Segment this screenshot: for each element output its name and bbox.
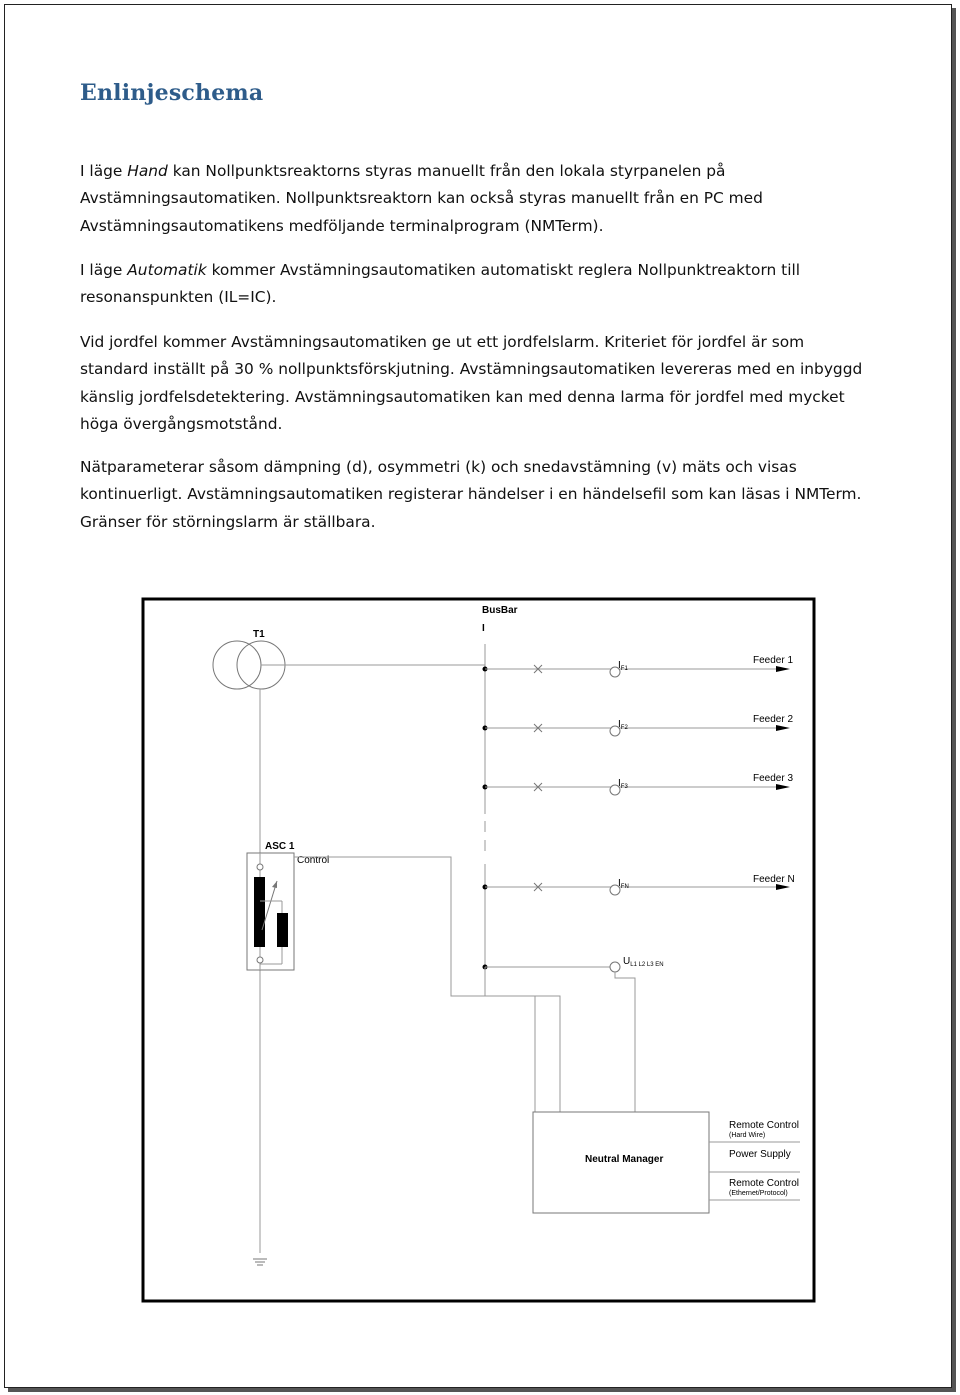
control-wiring bbox=[294, 857, 635, 1112]
diagram-border bbox=[143, 599, 814, 1301]
ground-icon bbox=[253, 1259, 267, 1265]
voltage-measurement-label: $U_{L1 L2 L3 EN}$ bbox=[623, 956, 664, 968]
feeder-2-current: $I_{F2}$ bbox=[618, 719, 628, 731]
feeder-1 bbox=[483, 655, 794, 677]
voltage-sensor-icon bbox=[610, 962, 620, 972]
busbar-label: BusBar bbox=[482, 605, 518, 616]
feeder-2-label: Feeder 2 bbox=[753, 714, 794, 725]
output-remote-control-hardwire: Remote Control bbox=[729, 1120, 800, 1131]
feeder-1-current: $I_{F1}$ bbox=[618, 660, 628, 672]
output-hardwire-sub: (Hard Wire) bbox=[729, 1132, 766, 1139]
feeder-n-current: $I_{FN}$ bbox=[618, 878, 629, 890]
feeder-n-label: Feeder N bbox=[753, 874, 795, 885]
reactor-coil-icon bbox=[254, 877, 265, 947]
arrow-right-icon bbox=[776, 725, 790, 731]
neutral-manager-label: Neutral Manager bbox=[585, 1154, 664, 1165]
feeder-n bbox=[483, 874, 795, 895]
page-title: Enlinjeschema bbox=[80, 80, 264, 106]
control-label: Control bbox=[297, 855, 330, 866]
arrow-right-icon bbox=[776, 666, 790, 672]
feeder-3-label: Feeder 3 bbox=[753, 773, 794, 784]
feeder-1-label: Feeder 1 bbox=[753, 655, 794, 666]
paragraph-earth-fault: Vid jordfel kommer Avstämningsautomatiken ge ut ett jordfelslarm. Kriteriet för jordfel är som standard inställt på 30 % nollpunktsförskjutning. Avstämningsautomatiken levereras med en inbyggd känslig jordfelsdetektering. Avstämningsautomatiken kan med denna larma för jordfel med mycket höga övergångsmotstånd. bbox=[80, 333, 863, 433]
paragraph-network-parameters: Nätparameterar såsom dämpning (d), osymmetri (k) och snedavstämning (v) mäts och visas kontinuerligt. Avstämningsautomatiken registerar händelser i en händelsefil som kan läsas i NMTerm. Gränser för störningslarm är ställbara. bbox=[80, 458, 862, 531]
asc-label: ASC 1 bbox=[265, 841, 295, 852]
asc-unit bbox=[247, 841, 329, 970]
paragraph-hand-mode: I läge Hand kan Nollpunktsreaktorns styras manuellt från den lokala styrpanelen på Avstämningsautomatiken. Nollpunktsreaktorn kan också styras manuellt från en PC med Avstämningsautomatikens medföljande terminalprogram (NMTerm). bbox=[80, 162, 763, 235]
feeder-3 bbox=[483, 773, 794, 795]
feeder-3-current: $I_{F3}$ bbox=[618, 778, 628, 790]
output-power-supply: Power Supply bbox=[729, 1149, 791, 1160]
output-remote-control-ethernet: Remote Control bbox=[729, 1178, 800, 1189]
arrow-right-icon bbox=[776, 784, 790, 790]
single-line-diagram bbox=[140, 596, 820, 1306]
output-ethernet-sub: (Ethernet/Protocol) bbox=[729, 1190, 788, 1197]
auxiliary-resistor-icon bbox=[277, 913, 288, 947]
busbar-marker: I bbox=[482, 623, 485, 634]
transformer-label: T1 bbox=[253, 629, 265, 640]
voltage-measurement bbox=[483, 956, 664, 972]
neutral-manager bbox=[533, 1112, 800, 1213]
feeder-2 bbox=[483, 714, 794, 736]
paragraph-automatic-mode: I läge Automatik kommer Avstämningsautomatiken automatiskt reglera Nollpunktreaktorn till resonanspunkten (IL=IC). bbox=[80, 261, 801, 307]
